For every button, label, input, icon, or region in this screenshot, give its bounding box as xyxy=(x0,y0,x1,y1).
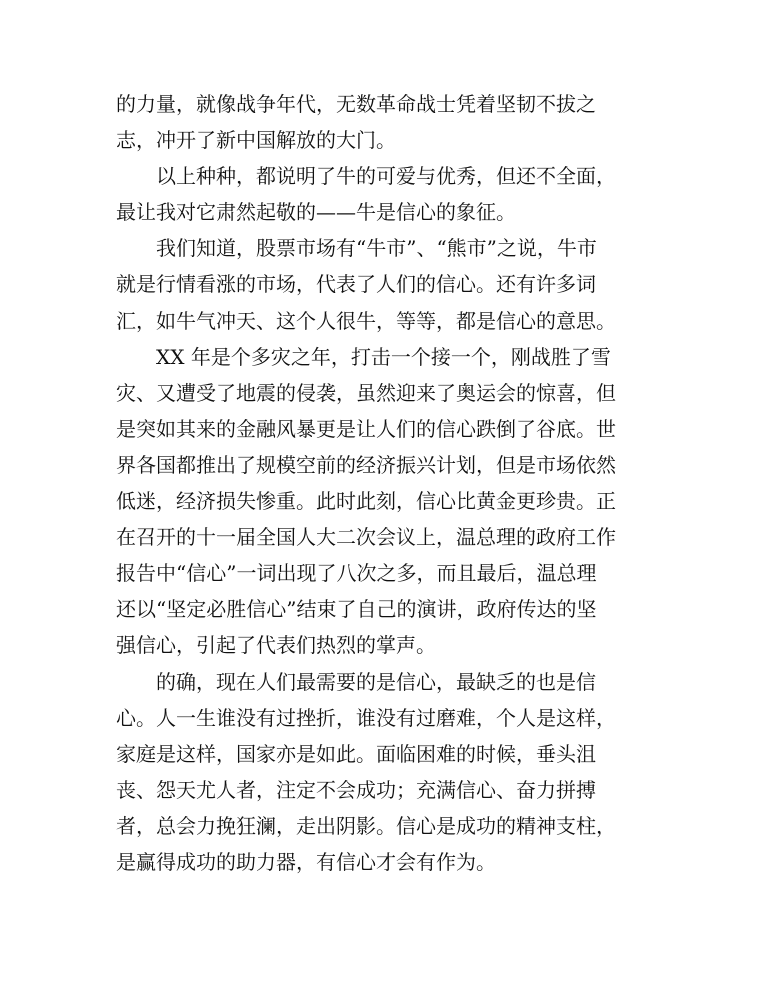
text-line: 还以“坚定必胜信心”结束了自己的演讲，政府传达的坚 xyxy=(116,597,597,622)
text-line: 界各国都推出了规模空前的经济振兴计划，但是市场依然 xyxy=(116,452,616,477)
text-line: 丧、怨天尤人者，注定不会成功；充满信心、奋力拼搏 xyxy=(116,777,596,802)
text-line: 是赢得成功的助力器，有信心才会有作为。 xyxy=(116,849,496,874)
text-line: 报告中“信心”一词出现了八次之多，而且最后，温总理 xyxy=(116,561,597,586)
text-line: 最让我对它肃然起敬的——牛是信心的象征。 xyxy=(116,200,516,225)
text-line: 强信心，引起了代表们热烈的掌声。 xyxy=(116,633,436,658)
text-line: 家庭是这样，国家亦是如此。面临困难的时候，垂头沮 xyxy=(116,741,596,766)
text-line: XX 年是个多灾之年，打击一个接一个，刚战胜了雪 xyxy=(116,344,611,369)
text-line: 志，冲开了新中国解放的大门。 xyxy=(116,128,396,153)
text-line: 心。人一生谁没有过挫折，谁没有过磨难，个人是这样， xyxy=(116,705,616,730)
text-line: 就是行情看涨的市场，代表了人们的信心。还有许多词 xyxy=(116,272,596,297)
text-line: 的力量，就像战争年代，无数革命战士凭着坚韧不拔之 xyxy=(116,92,596,116)
text-line: 者，总会力挽狂澜，走出阴影。信心是成功的精神支柱， xyxy=(116,813,616,838)
text-line: 以上种种，都说明了牛的可爱与优秀，但还不全面， xyxy=(116,164,616,189)
text-line: 我们知道，股票市场有“牛市”、“熊市”之说，牛市 xyxy=(116,236,597,261)
document-body xyxy=(116,86,640,880)
text-line: 低迷，经济损失惨重。此时此刻，信心比黄金更珍贵。正 xyxy=(116,489,616,514)
text-line: 是突如其来的金融风暴更是让人们的信心跌倒了谷底。世 xyxy=(116,416,616,441)
text-line: 灾、又遭受了地震的侵袭，虽然迎来了奥运会的惊喜，但 xyxy=(116,380,616,405)
text-line: 的确，现在人们最需要的是信心，最缺乏的也是信 xyxy=(116,669,596,694)
text-line: 在召开的十一届全国人大二次会议上，温总理的政府工作 xyxy=(116,525,616,550)
text-line: 汇，如牛气冲天、这个人很牛，等等，都是信心的意思。 xyxy=(116,308,616,333)
